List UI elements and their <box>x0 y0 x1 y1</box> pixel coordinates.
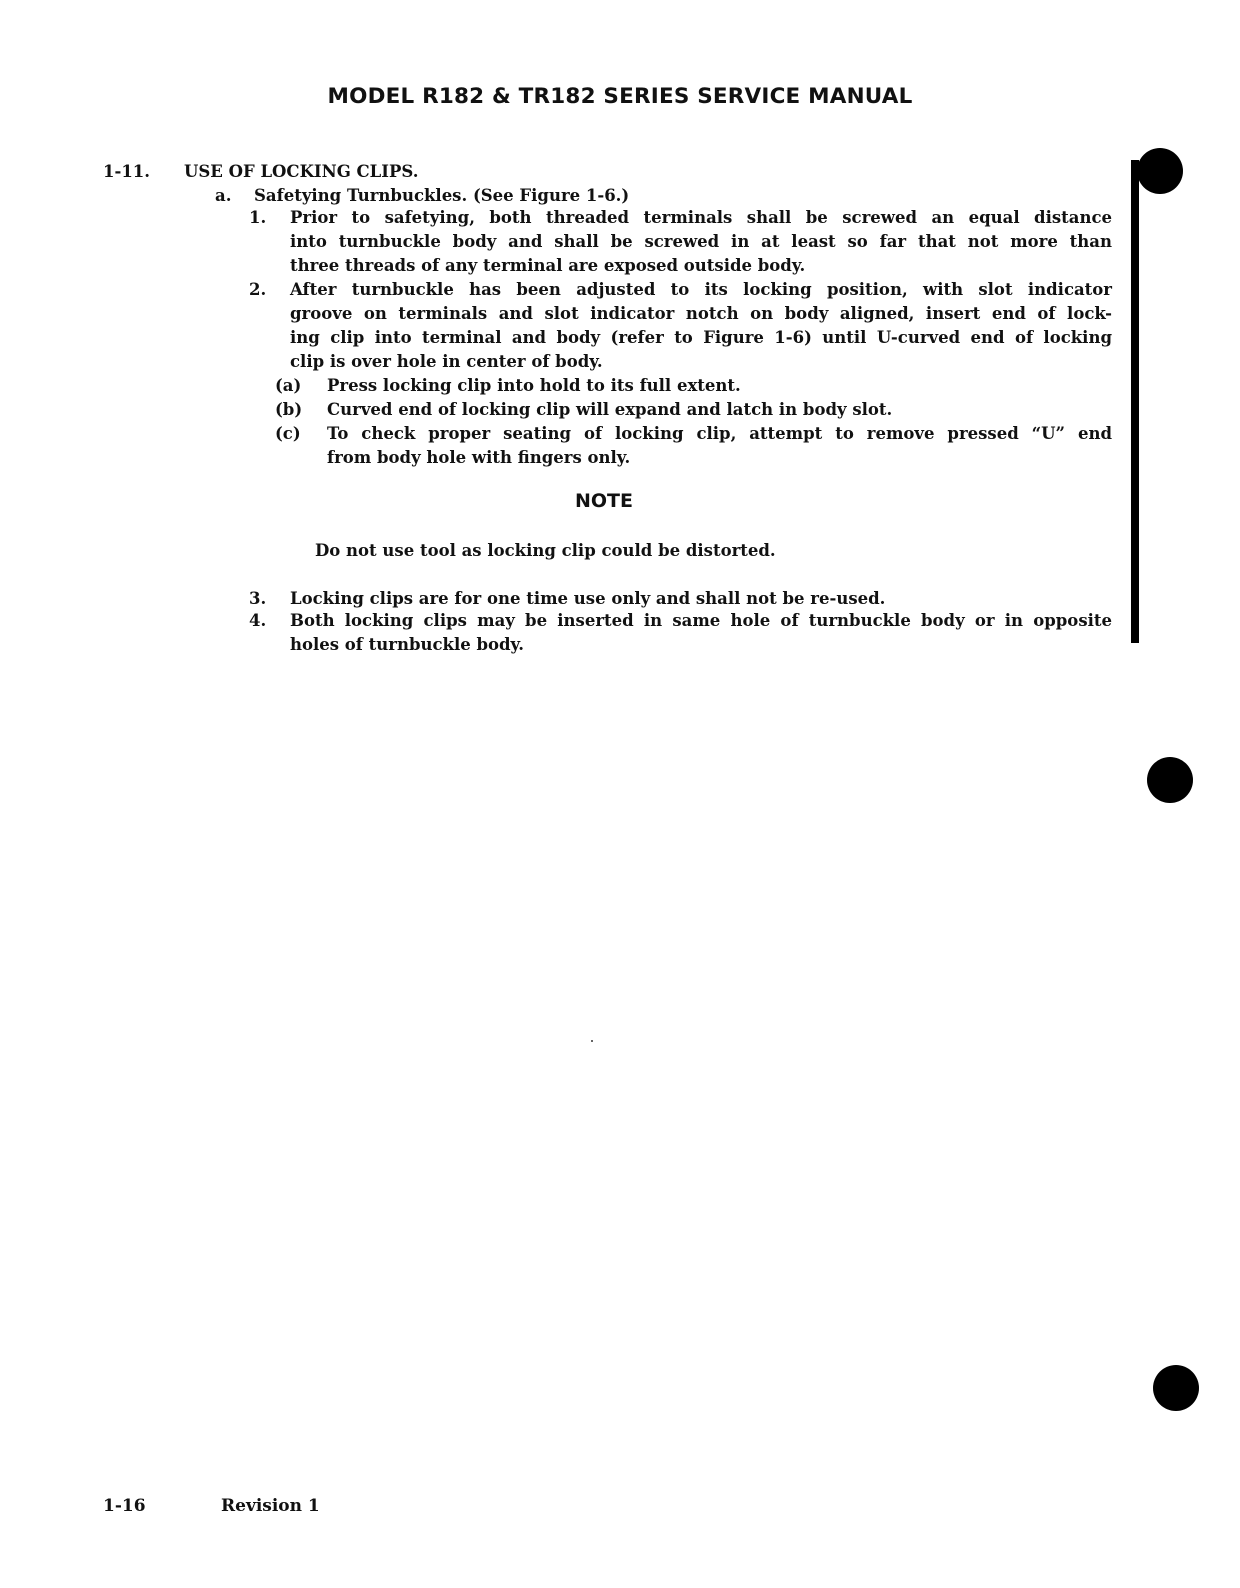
page-header-title: MODEL R182 & TR182 SERIES SERVICE MANUAL <box>327 84 913 109</box>
binder-hole-top <box>1137 148 1183 194</box>
step-line: clip is over hole in center of body. <box>290 352 603 371</box>
note-heading: NOTE <box>575 490 633 512</box>
step-marker: 2. <box>249 280 267 299</box>
substep-marker: (b) <box>275 400 303 419</box>
step-line: Both locking clips may be inserted in same hole of turnbuckle body or in opposite <box>290 611 1112 630</box>
revision-label: Revision 1 <box>221 1496 320 1516</box>
step-line: After turnbuckle has been adjusted to its locking position, with slot indicator <box>290 280 1112 299</box>
step-marker: 1. <box>249 208 267 227</box>
step-line: Prior to safetying, both threaded terminals shall be screwed an equal distance <box>290 208 1112 227</box>
page-number: 1-16 <box>103 1496 146 1516</box>
revision-change-bar <box>1131 160 1139 643</box>
note-text: Do not use tool as locking clip could be distorted. <box>315 541 776 560</box>
step-line: three threads of any terminal are exposed outside body. <box>290 256 806 275</box>
substep-marker: (a) <box>275 376 302 395</box>
subsection-title: Safetying Turnbuckles. (See Figure 1-6.) <box>254 186 630 205</box>
section-title: USE OF LOCKING CLIPS. <box>184 162 419 181</box>
step-line: into turnbuckle body and shall be screwed in at least so far that not more than <box>290 232 1112 251</box>
substep-line: Press locking clip into hold to its full extent. <box>327 376 741 395</box>
step-line: Locking clips are for one time use only and shall not be re-used. <box>290 589 886 608</box>
binder-hole-bottom <box>1153 1365 1199 1411</box>
substep-line: To check proper seating of locking clip, attempt to remove pressed “U” end <box>327 424 1112 443</box>
step-line: groove on terminals and slot indicator notch on body aligned, insert end of lock- <box>290 304 1112 323</box>
binder-hole-middle <box>1147 757 1193 803</box>
substep-line: from body hole with fingers only. <box>327 448 631 467</box>
subsection-marker: a. <box>215 186 232 205</box>
step-line: ing clip into terminal and body (refer to Figure 1-6) until U-curved end of locking <box>290 328 1112 347</box>
section-number: 1-11. <box>103 162 151 181</box>
scan-speck <box>591 1040 593 1042</box>
step-line: holes of turnbuckle body. <box>290 635 524 654</box>
substep-line: Curved end of locking clip will expand and latch in body slot. <box>327 400 893 419</box>
step-marker: 3. <box>249 589 267 608</box>
substep-marker: (c) <box>275 424 301 443</box>
step-marker: 4. <box>249 611 267 630</box>
